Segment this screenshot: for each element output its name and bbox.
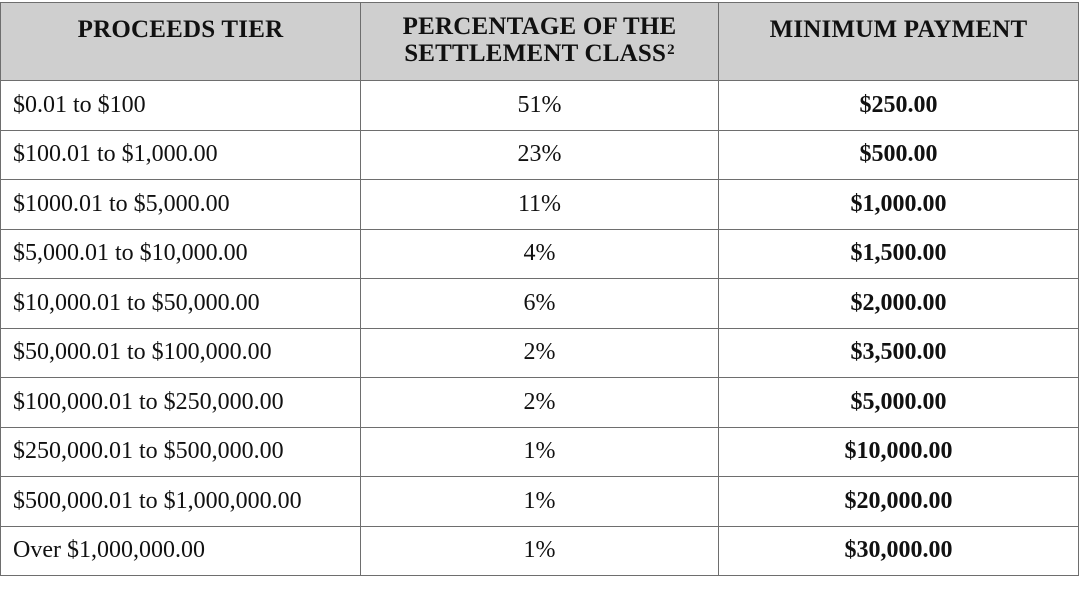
table-row [1, 328, 1079, 378]
header-percentage-label [403, 13, 677, 67]
minimum-payment-cell: $1,000.00 [719, 180, 1079, 230]
header-percentage [361, 3, 719, 81]
header-proceeds-tier-label: PROCEEDS TIER [77, 15, 284, 43]
proceeds-tier-cell: $5,000.01 to $10,000.00 [1, 229, 361, 279]
percentage-cell: 2% [361, 378, 719, 428]
proceeds-tier-cell: $50,000.01 to $100,000.00 [1, 328, 361, 378]
table-body [1, 81, 1079, 576]
proceeds-tier-cell: $0.01 to $100 [1, 81, 361, 131]
percentage-cell: 4% [361, 229, 719, 279]
minimum-payment-cell: $1,500.00 [719, 229, 1079, 279]
header-row [1, 3, 1079, 81]
table-row [1, 477, 1079, 527]
proceeds-tier-cell: $100.01 to $1,000.00 [1, 130, 361, 180]
percentage-cell: 1% [361, 477, 719, 527]
proceeds-tier-cell: $1000.01 to $5,000.00 [1, 180, 361, 230]
table-row [1, 81, 1079, 131]
percentage-cell: 1% [361, 526, 719, 576]
percentage-cell: 1% [361, 427, 719, 477]
proceeds-tier-cell: Over $1,000,000.00 [1, 526, 361, 576]
percentage-cell: 6% [361, 279, 719, 329]
percentage-cell: 11% [361, 180, 719, 230]
footnote-marker: 2 [667, 42, 675, 59]
proceeds-tier-cell: $10,000.01 to $50,000.00 [1, 279, 361, 329]
minimum-payment-cell: $250.00 [719, 81, 1079, 131]
header-minimum-payment-label: MINIMUM PAYMENT [769, 15, 1028, 43]
table-row [1, 378, 1079, 428]
percentage-cell: 51% [361, 81, 719, 131]
minimum-payment-cell: $10,000.00 [719, 427, 1079, 477]
table-row [1, 427, 1079, 477]
percentage-cell: 23% [361, 130, 719, 180]
minimum-payment-cell: $500.00 [719, 130, 1079, 180]
table-header [1, 3, 1079, 81]
table-row [1, 180, 1079, 230]
header-proceeds-tier [1, 3, 361, 81]
header-percentage-line1: PERCENTAGE OF THE [402, 13, 677, 41]
table-row [1, 229, 1079, 279]
proceeds-tier-cell: $500,000.01 to $1,000,000.00 [1, 477, 361, 527]
table-row [1, 526, 1079, 576]
table-row [1, 130, 1079, 180]
table-row [1, 279, 1079, 329]
minimum-payment-cell: $30,000.00 [719, 526, 1079, 576]
minimum-payment-cell: $5,000.00 [719, 378, 1079, 428]
proceeds-tier-table [0, 2, 1079, 576]
proceeds-tier-cell: $100,000.01 to $250,000.00 [1, 378, 361, 428]
percentage-cell: 2% [361, 328, 719, 378]
minimum-payment-cell: $3,500.00 [719, 328, 1079, 378]
proceeds-tier-cell: $250,000.01 to $500,000.00 [1, 427, 361, 477]
header-percentage-line2: SETTLEMENT CLASS [404, 40, 667, 68]
minimum-payment-cell: $2,000.00 [719, 279, 1079, 329]
header-minimum-payment [719, 3, 1079, 81]
minimum-payment-cell: $20,000.00 [719, 477, 1079, 527]
